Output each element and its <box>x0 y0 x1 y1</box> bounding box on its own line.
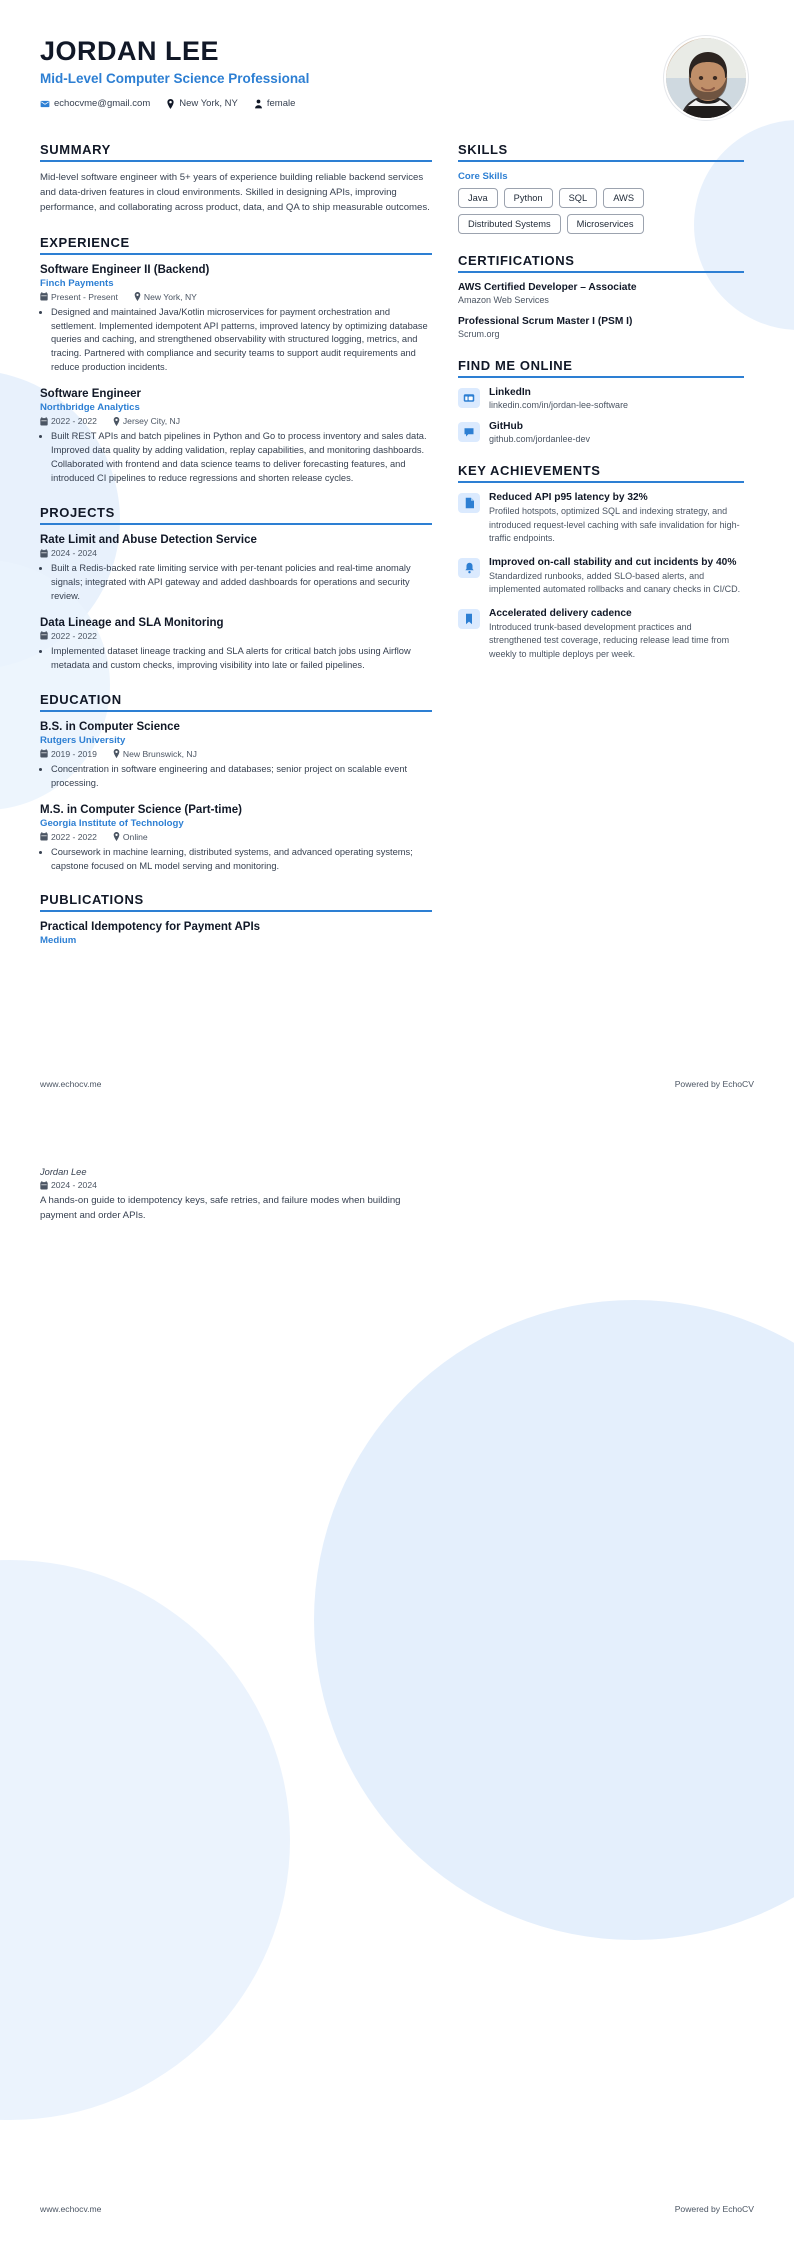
project-dates <box>40 548 97 558</box>
person-icon <box>254 99 263 109</box>
contact-email-text: echocvme@gmail.com <box>54 98 151 109</box>
experience-item <box>40 264 432 376</box>
education-location-text: Online <box>122 831 148 842</box>
achievement-text <box>489 557 744 597</box>
publication-dates-text: 2024 - 2024 <box>51 1180 97 1190</box>
header-text-block <box>40 36 309 109</box>
achievement-item <box>458 608 744 662</box>
certifications-title: CERTIFICATIONS <box>458 253 744 273</box>
publication-dates <box>40 1180 97 1190</box>
education-location <box>113 832 148 842</box>
certification-issuer: Scrum.org <box>458 329 500 339</box>
page-footer <box>0 2204 794 2214</box>
section-projects <box>40 505 432 673</box>
experience-location <box>134 292 197 302</box>
contact-gender <box>254 98 296 109</box>
project-name: Data Lineage and SLA Monitoring <box>40 616 224 629</box>
experience-role: Software Engineer II (Backend) <box>40 263 210 276</box>
achievement-title: Improved on-call stability and cut incidents by 40% <box>489 556 737 568</box>
education-location <box>113 749 197 759</box>
skills-core-label: Core Skills <box>458 171 508 182</box>
decorative-blob <box>314 1300 794 1940</box>
contact-row <box>40 98 309 109</box>
summary-title: SUMMARY <box>40 142 432 162</box>
experience-location-text: Jersey City, NJ <box>122 416 181 427</box>
calendar-icon <box>40 832 48 841</box>
experience-dates-text: Present - Present <box>51 291 118 302</box>
achievement-text <box>489 492 744 546</box>
bell-icon <box>458 558 480 578</box>
list-item: • Built a Redis-backed rate limiting service with per-tenant policies and real-time anomaly signals; integrated with API gateway and added dashboards for operations and security review. <box>51 562 432 604</box>
skills-title: SKILLS <box>458 142 744 162</box>
github-icon <box>458 422 480 442</box>
education-bullets <box>40 763 432 791</box>
contact-location <box>166 98 238 109</box>
education-school: Rutgers University <box>40 734 126 746</box>
project-bullets <box>40 645 432 673</box>
experience-meta <box>40 292 432 302</box>
skills-chip-list <box>458 188 744 234</box>
experience-location <box>113 416 180 426</box>
certification-name: Professional Scrum Master I (PSM I) <box>458 316 633 327</box>
calendar-icon <box>40 1181 48 1190</box>
footer-website[interactable]: www.echocv.me <box>40 1079 102 1089</box>
decorative-blob <box>0 1560 290 2120</box>
experience-company: Northbridge Analytics <box>40 402 140 414</box>
find-me-online-title: FIND ME ONLINE <box>458 358 744 378</box>
publication-description: A hands-on guide to idempotency keys, safe retries, and failure modes when building payment and order APIs. <box>40 1195 401 1221</box>
education-item <box>40 721 432 791</box>
project-dates-text: 2022 - 2022 <box>51 630 97 641</box>
summary-text: Mid-level software engineer with 5+ years of experience building reliable backend services and data-driven features in cloud environments. Skilled in designing APIs, improving performance, and collaborating across product, data, and QA to ship measurable outcomes. <box>40 172 430 213</box>
education-dates <box>40 749 97 759</box>
linkedin-icon <box>458 388 480 408</box>
experience-meta <box>40 416 432 426</box>
online-network: GitHub <box>489 421 523 432</box>
education-meta <box>40 832 432 842</box>
right-column <box>458 142 744 680</box>
achievement-title: Reduced API p95 latency by 32% <box>489 492 648 503</box>
education-dates-text: 2019 - 2019 <box>51 748 97 759</box>
section-key-achievements <box>458 463 744 661</box>
skill-chip: Distributed Systems <box>458 214 561 234</box>
publication-author: Jordan Lee <box>40 1167 87 1177</box>
experience-dates <box>40 292 118 302</box>
map-pin-icon <box>113 417 120 426</box>
certification-issuer: Amazon Web Services <box>458 295 549 305</box>
publication-publisher: Medium <box>40 935 77 947</box>
achievement-description: Introduced trunk-based development practices and strengthened test coverage, reducing release lead time from weekly to multiple deploys per week. <box>489 621 730 659</box>
section-publications <box>40 892 432 946</box>
page-footer <box>0 1079 794 1089</box>
online-profile-linkedin[interactable] <box>458 387 744 410</box>
online-profile-text <box>489 387 628 410</box>
section-find-me-online <box>458 358 744 444</box>
section-experience <box>40 235 432 486</box>
education-meta <box>40 749 432 759</box>
skill-chip: Java <box>458 188 498 208</box>
achievement-description: Standardized runbooks, added SLO-based alerts, and implemented automated rollbacks and canary checks in CI/CD. <box>489 570 741 594</box>
contact-location-text: New York, NY <box>179 98 238 109</box>
calendar-icon <box>40 417 48 426</box>
publication-item <box>40 921 432 946</box>
experience-role: Software Engineer <box>40 388 141 401</box>
education-title: EDUCATION <box>40 692 432 712</box>
skill-chip: SQL <box>559 188 598 208</box>
header-role: Mid-Level Computer Science Professional <box>40 71 310 86</box>
experience-location-text: New York, NY <box>143 291 197 302</box>
footer-powered-by: Powered by EchoCV <box>674 2204 754 2214</box>
project-meta <box>40 631 432 641</box>
publication-name: Practical Idempotency for Payment APIs <box>40 921 261 934</box>
calendar-icon <box>40 631 48 640</box>
education-degree: B.S. in Computer Science <box>40 720 180 733</box>
map-pin-icon <box>113 749 120 758</box>
section-summary <box>40 142 432 216</box>
document-icon <box>458 493 480 513</box>
achievement-description: Profiled hotspots, optimized SQL and indexing strategy, and introduced request-level caching with safe invalidation for high-traffic endpoints. <box>489 506 740 543</box>
experience-title: EXPERIENCE <box>40 235 432 255</box>
education-bullets <box>40 846 432 874</box>
calendar-icon <box>40 292 48 301</box>
list-item: • Built REST APIs and batch pipelines in Python and Go to process inventory and sales data. Improved data quality by adding validation, replay capabilities, and monitoring dashboards. Collaborated with frontend and data science teams to deliver forecasting features, and introduced CI pipelines to reduce regressions and shorten release cycles. <box>51 430 432 486</box>
avatar <box>664 36 748 120</box>
publication-meta <box>40 1180 432 1190</box>
project-item <box>40 534 432 604</box>
certification-name: AWS Certified Developer – Associate <box>458 282 637 293</box>
envelope-icon <box>40 99 50 109</box>
map-pin-icon <box>134 292 141 301</box>
list-item: • Designed and maintained Java/Kotlin microservices for payment orchestration and settlement. Implemented idempotent API patterns, improved latency by optimizing database queries and caching, and strengthened observability with structured logging, metrics, and tracing. Partnered with compliance and security teams to support audit requirements and reduce production incidents. <box>51 306 432 376</box>
project-bullets <box>40 562 432 604</box>
footer-powered-by: Powered by EchoCV <box>674 1079 754 1089</box>
list-item: • Coursework in machine learning, distributed systems, and advanced operating systems; capstone focused on ML model serving and monitoring. <box>51 846 432 874</box>
experience-item <box>40 388 432 486</box>
footer-website[interactable]: www.echocv.me <box>40 2204 102 2214</box>
project-dates <box>40 631 97 641</box>
project-meta <box>40 548 432 558</box>
achievement-item <box>458 492 744 546</box>
skill-chip: Python <box>504 188 553 208</box>
experience-bullets <box>40 306 432 376</box>
education-location-text: New Brunswick, NJ <box>122 748 197 759</box>
section-skills <box>458 142 744 234</box>
education-item <box>40 804 432 874</box>
online-profile-text <box>489 421 590 444</box>
map-pin-icon <box>166 99 175 109</box>
education-degree: M.S. in Computer Science (Part-time) <box>40 803 242 816</box>
certification-item <box>458 316 744 339</box>
bookmark-icon <box>458 609 480 629</box>
experience-bullets <box>40 430 432 486</box>
education-dates <box>40 832 97 842</box>
experience-dates <box>40 416 97 426</box>
skill-chip: Microservices <box>567 214 644 234</box>
publications-title: PUBLICATIONS <box>40 892 432 912</box>
section-certifications <box>458 253 744 339</box>
project-dates-text: 2024 - 2024 <box>51 548 97 559</box>
publication-detail <box>40 1167 432 1224</box>
experience-company: Finch Payments <box>40 277 114 289</box>
project-item <box>40 617 432 673</box>
list-item: • Concentration in software engineering and databases; senior project on scalable event processing. <box>51 763 432 791</box>
online-network: LinkedIn <box>489 387 531 398</box>
resume-header <box>0 0 794 120</box>
education-dates-text: 2022 - 2022 <box>51 831 97 842</box>
left-column <box>40 142 432 965</box>
online-url: github.com/jordanlee-dev <box>489 434 591 444</box>
certification-item <box>458 282 744 305</box>
contact-email[interactable] <box>40 98 150 109</box>
calendar-icon <box>40 749 48 758</box>
project-name: Rate Limit and Abuse Detection Service <box>40 534 257 547</box>
map-pin-icon <box>113 832 120 841</box>
resume-columns <box>0 120 794 965</box>
section-education <box>40 692 432 874</box>
calendar-icon <box>40 549 48 558</box>
projects-title: PROJECTS <box>40 505 432 525</box>
achievement-text <box>489 608 744 662</box>
page-title: JORDAN LEE <box>40 36 220 66</box>
list-item: • Implemented dataset lineage tracking and SLA alerts for critical batch jobs using Airflow metadata and custom checks, improving visibility into late or failed pipelines. <box>51 645 432 673</box>
key-achievements-title: KEY ACHIEVEMENTS <box>458 463 744 483</box>
experience-dates-text: 2022 - 2022 <box>51 416 97 427</box>
contact-gender-text: female <box>266 98 296 109</box>
achievement-item <box>458 557 744 597</box>
online-profile-github[interactable] <box>458 421 744 444</box>
education-school: Georgia Institute of Technology <box>40 817 184 829</box>
achievement-title: Accelerated delivery cadence <box>489 607 632 619</box>
skill-chip: AWS <box>603 188 644 208</box>
online-url: linkedin.com/in/jordan-lee-software <box>489 400 629 410</box>
